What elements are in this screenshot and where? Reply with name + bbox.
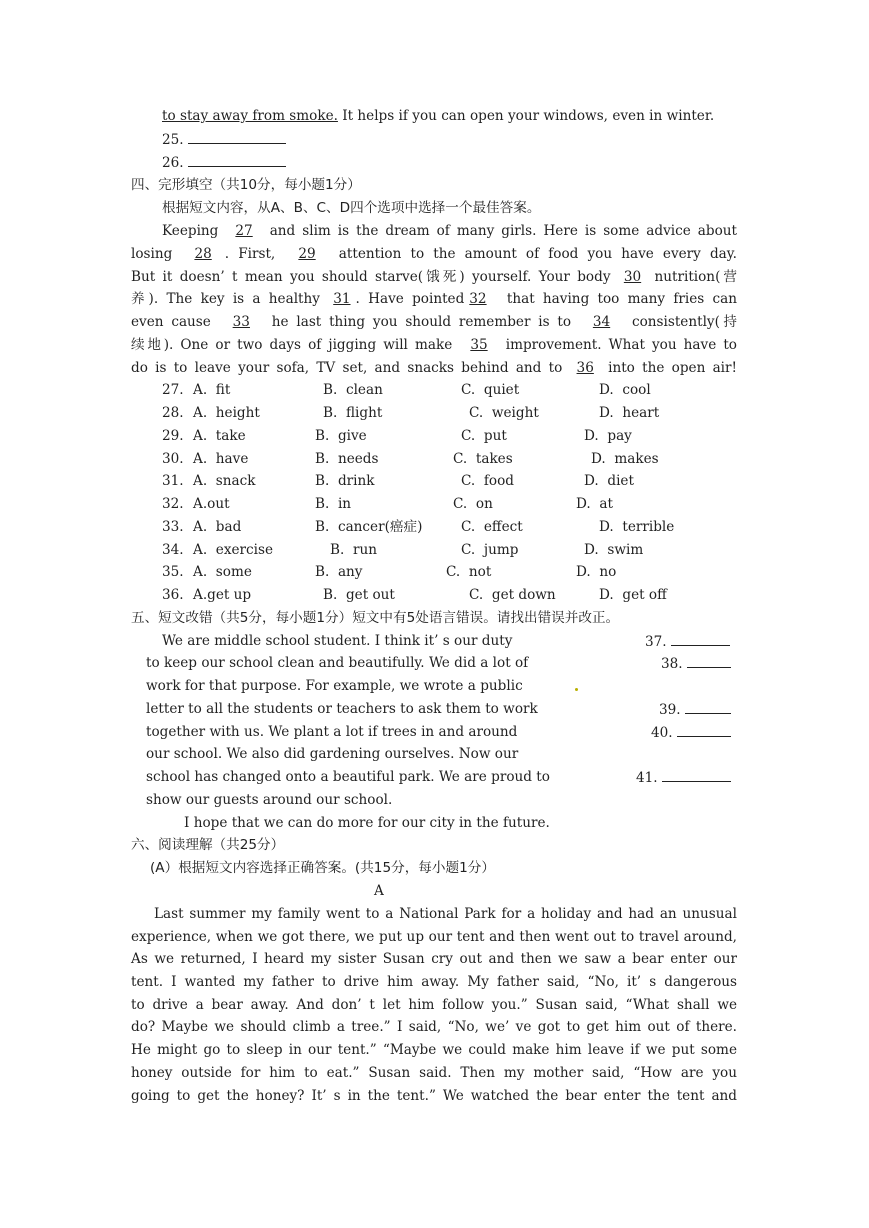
option-c[interactable]: C. jump bbox=[461, 542, 519, 558]
section6-subheading: (A）根据短文内容选择正确答案。(共15分，每小题1分） bbox=[150, 860, 495, 876]
cloze-blank: 28 bbox=[194, 246, 212, 262]
section6-heading: 六、阅读理解（共25分） bbox=[131, 837, 285, 853]
option-d[interactable]: D. makes bbox=[591, 451, 659, 467]
answer-blank[interactable] bbox=[671, 632, 730, 646]
reading-line: As we returned, I heard my sister Susan cry out and then we saw a bear enter our bbox=[131, 951, 737, 967]
correction-answer-37 bbox=[645, 632, 730, 651]
cloze-line: Keeping 27 and slim is the dream of many girls. Here is some advice about bbox=[162, 223, 737, 239]
option-a[interactable]: A. take bbox=[193, 428, 246, 444]
option-b[interactable]: B. get out bbox=[323, 587, 395, 603]
option-a[interactable]: A. some bbox=[193, 564, 252, 580]
option-number: 36. bbox=[162, 587, 184, 603]
option-number: 34. bbox=[162, 542, 184, 558]
cloze-blank: 29 bbox=[298, 246, 316, 262]
option-d[interactable]: D. diet bbox=[584, 473, 634, 489]
option-c[interactable]: C. get down bbox=[469, 587, 556, 603]
correction-answer-38 bbox=[661, 654, 731, 673]
option-a[interactable]: A. height bbox=[193, 405, 260, 421]
option-b[interactable]: B. drink bbox=[315, 473, 375, 489]
option-d[interactable]: D. pay bbox=[584, 428, 632, 444]
reading-line: honey outside for him to eat.” Susan said. Then my mother said, “How are you bbox=[131, 1065, 737, 1081]
correction-answer-40 bbox=[651, 723, 731, 742]
correction-line: I hope that we can do more for our city in the future. bbox=[184, 815, 550, 831]
option-d[interactable]: D. heart bbox=[599, 405, 660, 421]
option-d[interactable]: D. terrible bbox=[599, 519, 675, 535]
correction-answer-41 bbox=[636, 768, 731, 787]
option-number: 32. bbox=[162, 496, 184, 512]
option-a[interactable]: A. fit bbox=[193, 382, 231, 398]
correction-line: show our guests around our school. bbox=[146, 792, 393, 808]
answer-number: 38. bbox=[661, 656, 683, 672]
option-b[interactable]: B. cancer(癌症) bbox=[315, 519, 423, 535]
option-d[interactable]: D. at bbox=[576, 496, 613, 512]
correction-line: our school. We also did gardening ourselves. Now our bbox=[146, 746, 519, 762]
answer-number: 25. bbox=[162, 132, 184, 148]
answer-blank[interactable] bbox=[685, 700, 731, 714]
cloze-blank: 30 bbox=[623, 269, 642, 285]
option-number: 30. bbox=[162, 451, 184, 467]
answer-number: 41. bbox=[636, 770, 658, 786]
cloze-line: 续地). One or two days of jigging will make 35 improvement. What you have to bbox=[131, 337, 737, 353]
answer-blank[interactable] bbox=[188, 153, 286, 167]
reading-line: experience, when we got there, we put up our tent and then went out to travel around, bbox=[131, 929, 737, 945]
cloze-line: 养). The key is a healthy 31 . Have pointed 32 that having too many fries can bbox=[131, 291, 737, 307]
answer-blank[interactable] bbox=[687, 654, 731, 668]
option-a[interactable]: A. exercise bbox=[193, 542, 274, 558]
option-number: 31. bbox=[162, 473, 184, 489]
cloze-blank: 31 bbox=[333, 291, 351, 307]
cloze-line: do is to leave your sofa, TV set, and snacks behind and to 36 into the open air! bbox=[131, 360, 737, 376]
option-c[interactable]: C. quiet bbox=[461, 382, 520, 398]
correction-line: school has changed onto a beautiful park. We are proud to bbox=[146, 769, 550, 785]
answer-number: 40. bbox=[651, 725, 673, 741]
reading-line: He might go to sleep in our tent.” “Maybe we could make him leave if we put some bbox=[131, 1042, 737, 1058]
correction-line: work for that purpose. For example, we wrote a public bbox=[146, 678, 523, 694]
correction-line: together with us. We plant a lot if trees in and around bbox=[146, 724, 518, 740]
passage-letter: A bbox=[374, 883, 384, 899]
answer-number: 26. bbox=[162, 155, 184, 171]
correction-line: to keep our school clean and beautifully. We did a lot of bbox=[146, 655, 529, 671]
answer-line-25 bbox=[162, 130, 286, 149]
option-number: 28. bbox=[162, 405, 184, 421]
intro-line bbox=[162, 107, 714, 125]
option-b[interactable]: B. needs bbox=[315, 451, 379, 467]
option-c[interactable]: C. weight bbox=[469, 405, 539, 421]
option-b[interactable]: B. in bbox=[315, 496, 352, 512]
correction-line: letter to all the students or teachers to ask them to work bbox=[146, 701, 538, 717]
option-b[interactable]: B. run bbox=[330, 542, 377, 558]
option-c[interactable]: C. food bbox=[461, 473, 514, 489]
reading-line: tent. I wanted my father to drive him away. My father said, “No, it’ s dangerous bbox=[131, 974, 737, 990]
option-a[interactable]: A.out bbox=[193, 496, 230, 512]
answer-blank[interactable] bbox=[677, 723, 731, 737]
cloze-line: even cause 33 he last thing you should remember is to 34 consistently(持 bbox=[131, 314, 737, 330]
answer-line-26 bbox=[162, 153, 286, 172]
cloze-blank: 33 bbox=[232, 314, 250, 330]
option-number: 33. bbox=[162, 519, 184, 535]
reading-line: Last summer my family went to a National Park for a holiday and had an unusual bbox=[154, 906, 737, 922]
option-d[interactable]: D. cool bbox=[599, 382, 651, 398]
option-a[interactable]: A. snack bbox=[193, 473, 256, 489]
option-c[interactable]: C. not bbox=[446, 564, 492, 580]
section5-heading: 五、短文改错（共5分，每小题1分）短文中有5处语言错误。请找出错误并改正。 bbox=[131, 610, 620, 626]
option-b[interactable]: B. clean bbox=[323, 382, 383, 398]
reading-line: going to get the honey? It’ s in the tent.” We watched the bear enter the tent and bbox=[131, 1088, 737, 1104]
option-a[interactable]: A.get up bbox=[193, 587, 252, 603]
cloze-blank: 36 bbox=[576, 360, 594, 376]
option-d[interactable]: D. swim bbox=[584, 542, 644, 558]
option-b[interactable]: B. give bbox=[315, 428, 367, 444]
answer-number: 39. bbox=[659, 702, 681, 718]
answer-blank[interactable] bbox=[188, 130, 286, 144]
reading-line: do? Maybe we should climb a tree.” I said, “No, we’ ve got to get him out of there. bbox=[131, 1019, 737, 1035]
stray-mark bbox=[575, 688, 578, 691]
option-c[interactable]: C. put bbox=[461, 428, 507, 444]
option-c[interactable]: C. effect bbox=[461, 519, 523, 535]
option-number: 27. bbox=[162, 382, 184, 398]
option-c[interactable]: C. on bbox=[453, 496, 493, 512]
cloze-line: losing 28 . First, 29 attention to the amount of food you have every day. bbox=[131, 246, 737, 262]
option-b[interactable]: B. flight bbox=[323, 405, 383, 421]
option-a[interactable]: A. have bbox=[193, 451, 249, 467]
option-number: 35. bbox=[162, 564, 184, 580]
answer-blank[interactable] bbox=[662, 768, 731, 782]
option-a[interactable]: A. bad bbox=[193, 519, 242, 535]
intro-underlined: to stay away from smoke. bbox=[162, 108, 338, 124]
cloze-blank: 35 bbox=[470, 337, 488, 353]
option-number: 29. bbox=[162, 428, 184, 444]
option-d[interactable]: D. get off bbox=[599, 587, 667, 603]
cloze-blank: 34 bbox=[592, 314, 611, 330]
correction-answer-39 bbox=[659, 700, 731, 719]
option-d[interactable]: D. no bbox=[576, 564, 617, 580]
intro-rest: It helps if you can open your windows, even in winter. bbox=[337, 108, 715, 124]
reading-line: to drive a bear away. And don’ t let him follow you.” Susan said, “What shall we bbox=[131, 997, 737, 1013]
section4-instruction: 根据短文内容，从A、B、C、D四个选项中选择一个最佳答案。 bbox=[162, 200, 541, 216]
correction-line: We are middle school student. I think it’ s our duty bbox=[162, 633, 513, 649]
cloze-blank: 32 bbox=[469, 291, 487, 307]
cloze-blank: 27 bbox=[235, 223, 253, 239]
option-b[interactable]: B. any bbox=[315, 564, 363, 580]
section4-heading: 四、完形填空（共10分，每小题1分） bbox=[131, 177, 361, 193]
answer-number: 37. bbox=[645, 634, 667, 650]
cloze-line: But it doesn’ t mean you should starve(饿死) yourself. Your body 30 nutrition(营 bbox=[131, 269, 737, 285]
option-c[interactable]: C. takes bbox=[453, 451, 513, 467]
